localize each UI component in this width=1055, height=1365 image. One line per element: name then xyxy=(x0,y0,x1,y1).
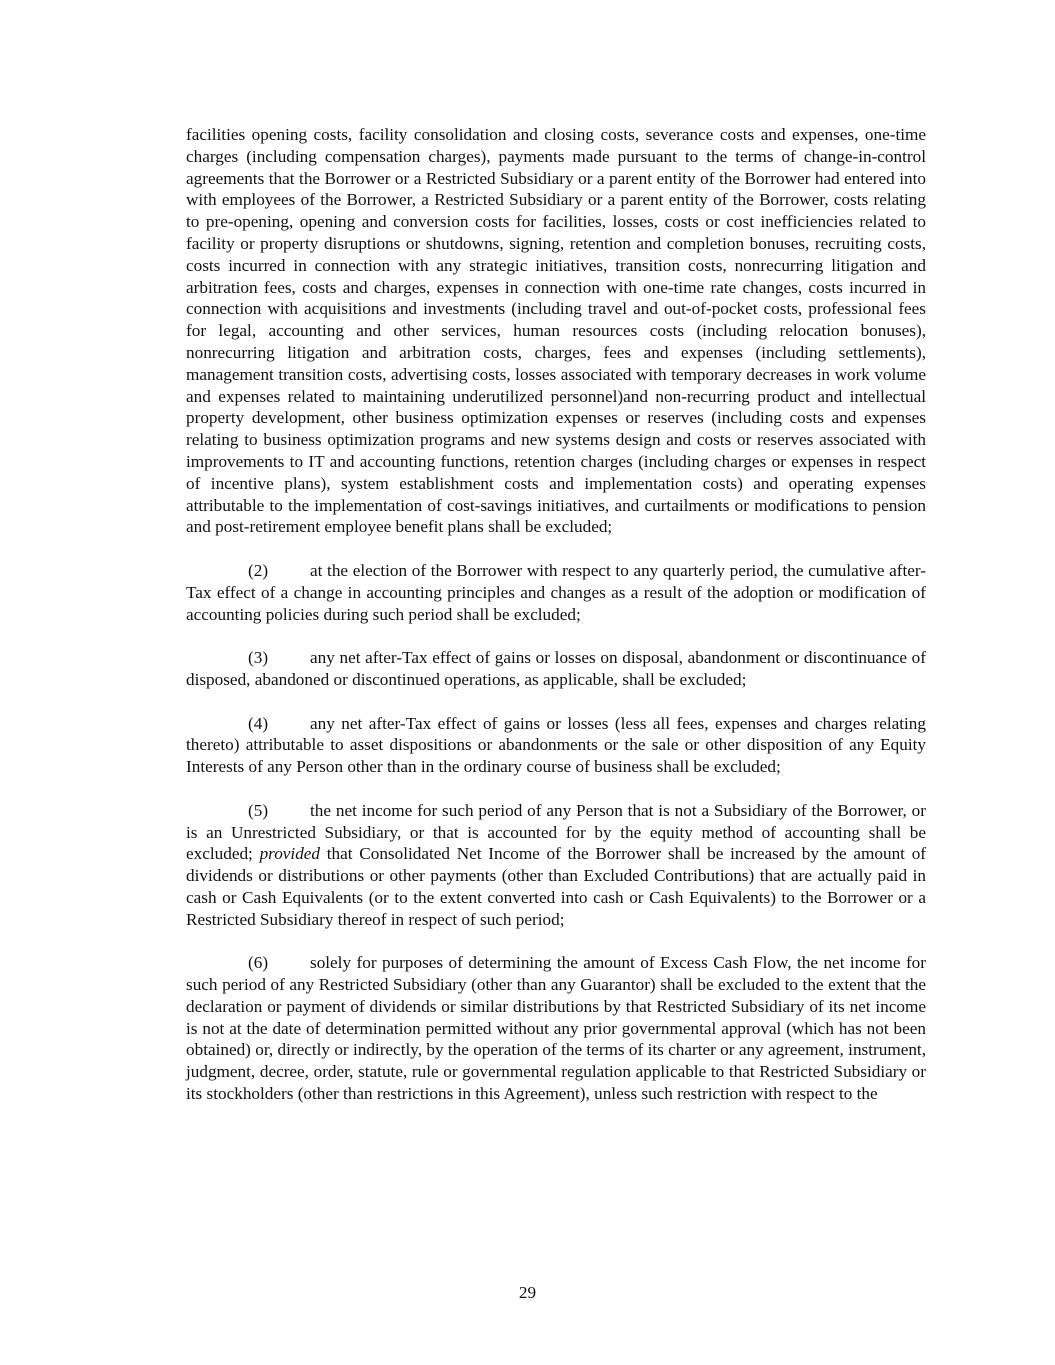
paragraph-continuation: facilities opening costs, facility consolidation and closing costs, severance costs and expenses, one-time charges (including compensation charges), payments made pursuant to the terms of change-in-control agreements that the Borrower or a Restricted Subsidiary or a parent entity of the Borrower had entered into with employees of the Borrower, a Restricted Subsidiary or a parent entity of the Borrower, costs relating to pre-opening, opening and conversion costs for facilities, losses, costs or cost inefficiencies related to facility or property disruptions or shutdowns, signing, retention and completion bonuses, recruiting costs, costs incurred in connection with any strategic initiatives, transition costs, nonrecurring litigation and arbitration fees, costs and charges, expenses in connection with one-time rate changes, costs incurred in connection with acquisitions and investments (including travel and out-of-pocket costs, professional fees for legal, accounting and other services, human resources costs (including relocation bonuses), nonrecurring litigation and arbitration costs, charges, fees and expenses (including settlements), management transition costs, advertising costs, losses associated with temporary decreases in work volume and expenses related to maintaining underutilized personnel)and non-recurring product and intellectual property development, other business optimization expenses or reserves (including costs and expenses relating to business optimization programs and new systems design and costs or reserves associated with improvements to IT and accounting functions, retention charges (including charges or expenses in respect of incentive plans), system establishment costs and implementation costs) and operating expenses attributable to the implementation of cost-savings initiatives, and curtailments or modifications to pension and post-retirement employee benefit plans shall be excluded; xyxy=(186,125,926,537)
page-number: 29 xyxy=(518,1283,537,1302)
clause-2 xyxy=(186,560,926,625)
document-body xyxy=(186,124,926,1105)
clause-3 xyxy=(186,647,926,691)
clause-6 xyxy=(186,952,926,1105)
clause-text: any net after-Tax effect of gains or losses on disposal, abandonment or discontinuance of disposed, abandoned or discontinued operations, as applicable, shall be excluded; xyxy=(186,648,926,689)
clause-text-italic: provided xyxy=(259,844,321,864)
clause-4 xyxy=(186,713,926,778)
clause-number: (6) xyxy=(248,953,269,973)
clause-number: (5) xyxy=(248,800,269,820)
clause-number: (4) xyxy=(248,713,269,733)
clause-number: (2) xyxy=(248,560,269,580)
clause-text: the net income for such period of any Person that is not a Subsidiary of the Borrower, or is an Unrestricted Subsidiary, or that is accounted for by the equity method of accounting shall be excluded; xyxy=(186,800,926,864)
clause-text: that Consolidated Net Income of the Borrower shall be increased by the amount of dividends or distributions or other payments (other than Excluded Contributions) that are actually paid in cash or Cash Equivalents (or to the extent converted into cash or Cash Equivalents) to the Borrower or a Restricted Subsidiary thereof in respect of such period; xyxy=(186,844,927,929)
clause-text: solely for purposes of determining the amount of Excess Cash Flow, the net income for such period of any Restricted Subsidiary (other than any Guarantor) shall be excluded to the extent that the declaration or payment of dividends or similar distributions by that Restricted Subsidiary of its net income is not at the date of determination permitted without any prior governmental approval (which has not been obtained) or, directly or indirectly, by the operation of the terms of its charter or any agreement, instrument, judgment, decree, order, statute, rule or governmental regulation applicable to that Restricted Subsidiary or its stockholders (other than restrictions in this Agreement), unless such restriction with respect to the xyxy=(186,953,926,1104)
clause-5 xyxy=(186,800,926,931)
clause-text: at the election of the Borrower with respect to any quarterly period, the cumulative after-Tax effect of a change in accounting principles and changes as a result of the adoption or modification of accounting policies during such period shall be excluded; xyxy=(186,560,926,624)
clause-number: (3) xyxy=(248,648,269,668)
clause-text: any net after-Tax effect of gains or losses (less all fees, expenses and charges relating thereto) attributable to asset dispositions or abandonments or the sale or other disposition of any Equity Interests of any Person other than in the ordinary course of business shall be excluded; xyxy=(186,713,926,777)
